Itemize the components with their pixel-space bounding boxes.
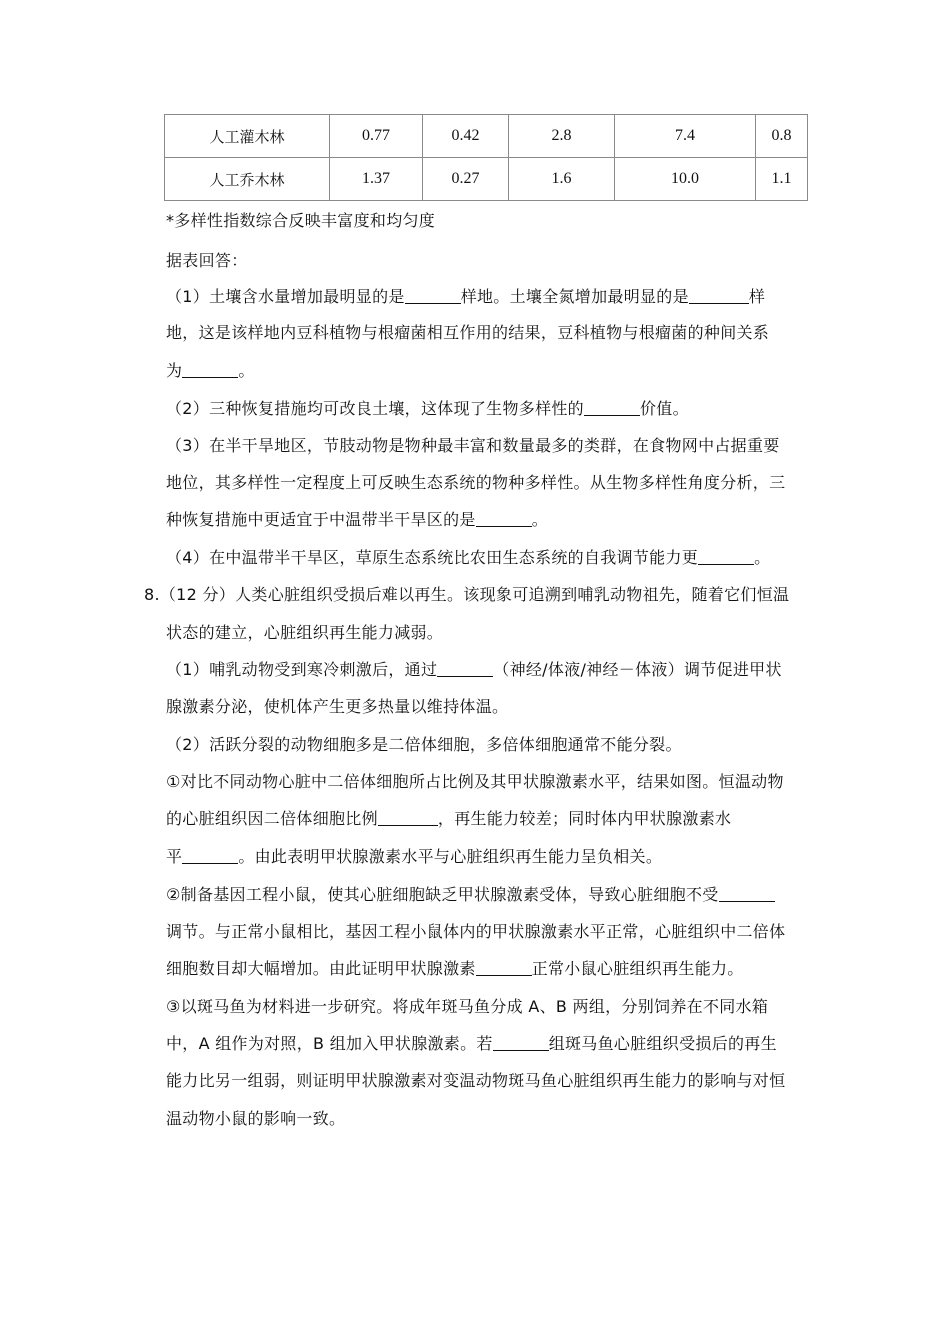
- q7-part3-line3: [166, 507, 548, 530]
- q8-sub2-line1: [166, 882, 775, 905]
- text: （2）三种恢复措施均可改良土壤，这体现了生物多样性的: [166, 399, 584, 418]
- q7-part3-line1: （3）在半干旱地区，节肢动物是物种最丰富和数量最多的类群，在食物网中占据重要: [166, 436, 780, 455]
- answer-blank[interactable]: [182, 361, 238, 378]
- text: 正常小鼠心脏组织再生能力。: [531, 959, 744, 978]
- text: ，再生能力较差；同时体内甲状腺激素水: [437, 809, 732, 828]
- text: 的心脏组织因二倍体细胞比例: [166, 809, 378, 828]
- answer-blank[interactable]: [689, 287, 749, 304]
- table-cell: 0.42: [423, 115, 509, 158]
- text: （1）土壤含水量增加最明显的是: [166, 287, 405, 306]
- text: 。: [238, 361, 255, 380]
- q7-part1-line1: [166, 284, 765, 307]
- table-cell: 0.8: [756, 115, 808, 158]
- q8-sub2-line2: 调节。与正常小鼠相比，基因工程小鼠体内的甲状腺激素水平正常，心脏组织中二倍体: [166, 922, 786, 941]
- text: 。: [531, 510, 549, 529]
- q8-sub1-line3: [166, 844, 662, 867]
- text: 为: [166, 361, 183, 380]
- table-cell: 人工灌木林: [165, 115, 330, 158]
- text: 平: [166, 847, 183, 866]
- q8-sub3-line4: 温动物小鼠的影响一致。: [166, 1109, 346, 1128]
- text: 种恢复措施中更适宜于中温带半干旱区的是: [166, 510, 476, 529]
- text: ②制备基因工程小鼠，使其心脏细胞缺乏甲状腺激素受体，导致心脏细胞不受: [166, 885, 719, 904]
- q8-part1-line1: [166, 657, 782, 680]
- answer-blank[interactable]: [584, 399, 640, 416]
- table-row: [165, 158, 808, 201]
- table-cell: 1.1: [756, 158, 808, 201]
- answer-blank[interactable]: [476, 959, 532, 976]
- text: 样: [748, 287, 766, 306]
- text: 价值。: [639, 399, 689, 418]
- table-footnote: *多样性指数综合反映丰富度和均匀度: [166, 211, 436, 230]
- text: （4）在中温带半干旱区，草原生态系统比农田生态系统的自我调节能力更: [166, 548, 699, 567]
- answer-blank[interactable]: [437, 660, 493, 677]
- table-cell: 0.77: [330, 115, 423, 158]
- q8-sub3-line3: 能力比另一组弱，则证明甲状腺激素对变温动物斑马鱼心脏组织再生能力的影响与对恒: [166, 1071, 786, 1090]
- q8-sub2-line3: [166, 956, 744, 979]
- answer-blank[interactable]: [698, 548, 754, 565]
- text: 。由此表明甲状腺激素水平与心脏组织再生能力呈负相关。: [238, 847, 663, 866]
- q8-stem-line1: 8.（12 分）人类心脏组织受损后难以再生。该现象可追溯到哺乳动物祖先，随着它们恒温: [144, 585, 790, 604]
- q7-part3-line2: 地位，其多样性一定程度上可反映生态系统的物种多样性。从生物多样性角度分析，三: [166, 473, 786, 492]
- answer-blank[interactable]: [182, 847, 238, 864]
- table-cell: 1.6: [509, 158, 615, 201]
- table-cell: 10.0: [615, 158, 756, 201]
- text: 组斑马鱼心脏组织受损后的再生: [548, 1034, 777, 1053]
- table-cell: 人工乔木林: [165, 158, 330, 201]
- text: （神经/体液/神经－体液）调节促进甲状: [493, 660, 782, 679]
- answer-blank[interactable]: [378, 809, 438, 826]
- text: 样地。土壤全氮增加最明显的是: [460, 287, 689, 306]
- q7-part1-line3: [166, 358, 255, 381]
- q8-stem-line2: 状态的建立，心脏组织再生能力减弱。: [166, 623, 444, 642]
- q8-sub3-line1: ③以斑马鱼为材料进一步研究。将成年斑马鱼分成 A、B 两组，分别饲养在不同水箱: [166, 997, 769, 1016]
- q7-intro: 据表回答：: [166, 251, 248, 270]
- answer-blank[interactable]: [405, 287, 461, 304]
- text: 。: [754, 548, 771, 567]
- q8-part2: （2）活跃分裂的动物细胞多是二倍体细胞，多倍体细胞通常不能分裂。: [166, 735, 682, 754]
- answer-blank[interactable]: [476, 510, 532, 527]
- text: 中，A 组作为对照，B 组加入甲状腺激素。若: [166, 1034, 493, 1053]
- table-cell: 7.4: [615, 115, 756, 158]
- q8-sub1-line2: [166, 806, 731, 829]
- q8-sub1-line1: ①对比不同动物心脏中二倍体细胞所占比例及其甲状腺激素水平，结果如图。恒温动物: [166, 772, 784, 791]
- table-cell: 2.8: [509, 115, 615, 158]
- answer-blank[interactable]: [493, 1034, 549, 1051]
- q7-part4: [166, 545, 770, 568]
- text: （1）哺乳动物受到寒冷刺激后，通过: [166, 660, 438, 679]
- table-cell: 1.37: [330, 158, 423, 201]
- q7-part1-line2: 地，这是该样地内豆科植物与根瘤菌相互作用的结果，豆科植物与根瘤菌的种间关系: [166, 323, 770, 342]
- data-table: [164, 114, 808, 201]
- text: 细胞数目却大幅增加。由此证明甲状腺激素: [166, 959, 476, 978]
- q8-part1-line2: 腺激素分泌，使机体产生更多热量以维持体温。: [166, 697, 509, 716]
- answer-blank[interactable]: [719, 885, 775, 902]
- q7-part2: [166, 396, 689, 419]
- table-row: [165, 115, 808, 158]
- table-cell: 0.27: [423, 158, 509, 201]
- q8-sub3-line2: [166, 1031, 777, 1054]
